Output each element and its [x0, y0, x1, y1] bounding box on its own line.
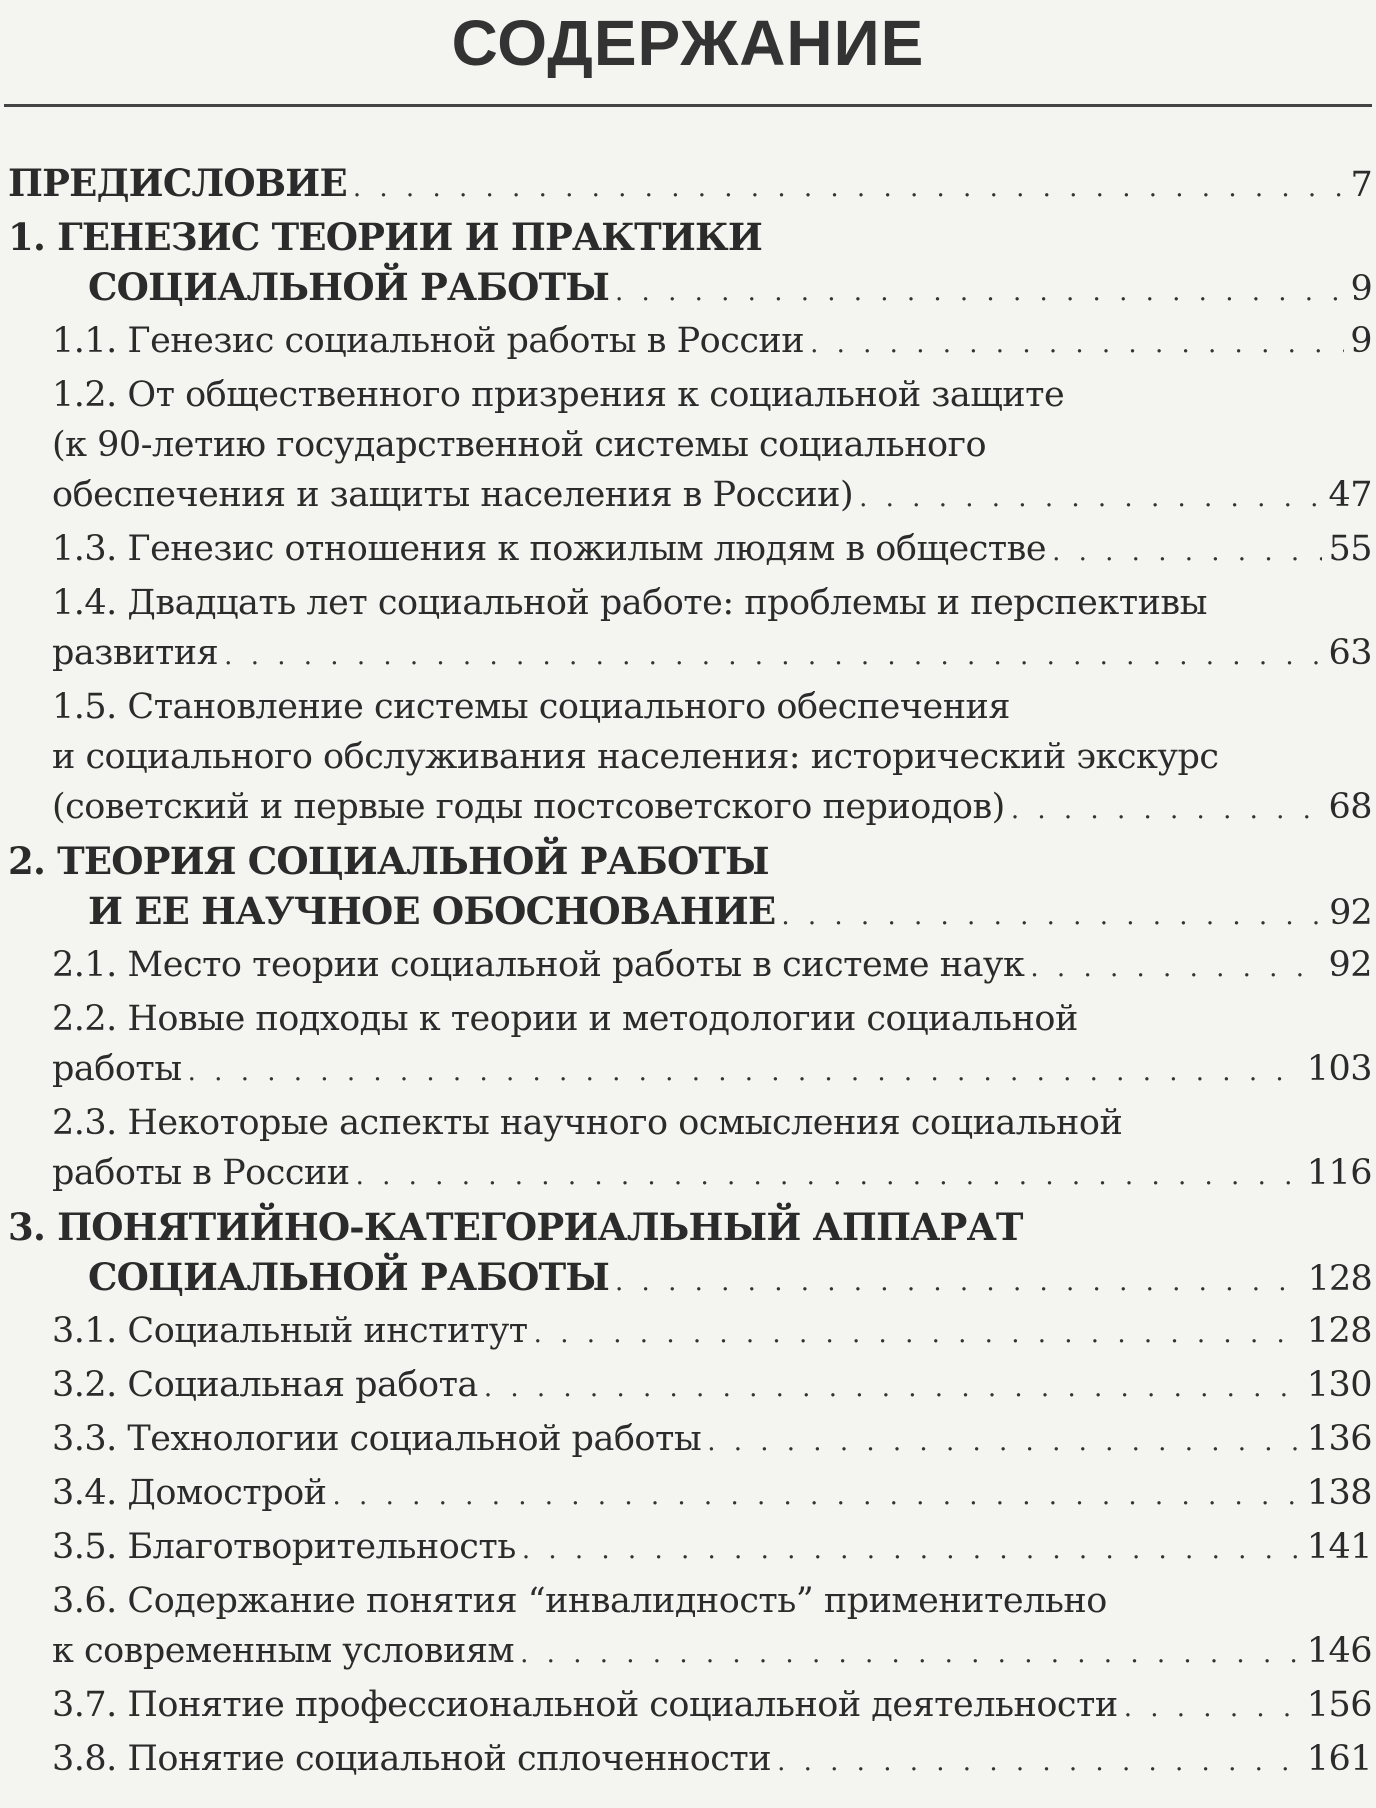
- toc-chapter-entry: [0, 836, 1372, 936]
- toc-entry-text: развития: [52, 633, 219, 673]
- toc-entry-text: 1.3. Генезис отношения к пожилым людям в обществе: [52, 529, 1047, 569]
- dot-leader: [534, 1309, 1301, 1359]
- toc-section-entry: [0, 1306, 1372, 1356]
- toc-entry-text: 3.5. Благотворительность: [52, 1527, 516, 1567]
- toc-page-number: 47: [1328, 475, 1372, 515]
- dot-leader: [1011, 785, 1323, 835]
- toc-page-number: 136: [1306, 1419, 1372, 1459]
- toc-section-entry: [0, 1576, 1372, 1676]
- toc-section-entry: [0, 1734, 1372, 1784]
- dot-leader: [777, 1737, 1301, 1787]
- toc-entry-text: 3.2. Социальная работа: [52, 1365, 478, 1405]
- toc-page-number: 92: [1328, 945, 1372, 985]
- toc-entry-text: и социального обслуживания населения: исторический экскурс: [52, 737, 1219, 777]
- toc-section-entry: [0, 1414, 1372, 1464]
- toc-entry-text: И ЕЕ НАУЧНОЕ ОБОСНОВАНИЕ: [88, 889, 776, 933]
- dot-leader: [188, 1047, 1301, 1097]
- toc-entry-text: 2.2. Новые подходы к теории и методологии социальной: [52, 999, 1078, 1039]
- toc-chapter-entry: [0, 1202, 1372, 1302]
- toc-page-number: 128: [1306, 1311, 1372, 1351]
- toc-page-number: 68: [1328, 787, 1372, 827]
- toc-entry-text: 2. ТЕОРИЯ СОЦИАЛЬНОЙ РАБОТЫ: [8, 839, 769, 883]
- toc-entry-text: 1.5. Становление системы социального обеспечения: [52, 687, 1010, 727]
- toc-page-number: 9: [1350, 321, 1372, 361]
- toc-page-number: 103: [1306, 1049, 1372, 1089]
- toc-section-entry: [0, 1360, 1372, 1410]
- toc-section-entry: [0, 316, 1372, 366]
- toc-entry-text: 2.3. Некоторые аспекты научного осмысления социальной: [52, 1103, 1123, 1143]
- toc-entry-text: СОЦИАЛЬНОЙ РАБОТЫ: [88, 1255, 610, 1299]
- toc-page-number: 7: [1350, 165, 1372, 205]
- toc-page-number: 146: [1306, 1631, 1372, 1671]
- dot-leader: [781, 891, 1323, 941]
- toc-chapter-entry: [0, 212, 1372, 312]
- dot-leader: [1030, 943, 1322, 993]
- dot-leader: [484, 1363, 1301, 1413]
- toc-page-number: 92: [1329, 893, 1372, 933]
- dot-leader: [353, 163, 1345, 213]
- toc-entry-text: 3.8. Понятие социальной сплоченности: [52, 1739, 772, 1779]
- toc-entry-text: работы: [52, 1049, 182, 1089]
- toc-entry-text: работы в России: [52, 1153, 350, 1193]
- dot-leader: [224, 631, 1322, 681]
- dot-leader: [333, 1471, 1301, 1521]
- toc-entry-text: (советский и первые годы постсоветского периодов): [52, 787, 1005, 827]
- dot-leader: [356, 1151, 1301, 1201]
- toc-page-number: 9: [1350, 269, 1372, 309]
- toc-page-number: 128: [1307, 1259, 1372, 1299]
- toc-page-number: 130: [1306, 1365, 1372, 1405]
- toc-entry-text: (к 90-летию государственной системы социального: [52, 425, 987, 465]
- title-divider: [4, 104, 1372, 107]
- toc-page-number: 156: [1306, 1685, 1372, 1725]
- toc-section-entry: [0, 578, 1372, 678]
- dot-leader: [615, 1257, 1302, 1307]
- toc-section-entry: [0, 1468, 1372, 1518]
- toc-page-number: 138: [1306, 1473, 1372, 1513]
- toc-entry-text: 3.1. Социальный институт: [52, 1311, 528, 1351]
- toc-entry-text: 1. ГЕНЕЗИС ТЕОРИИ И ПРАКТИКИ: [8, 215, 763, 259]
- toc-entry-text: СОЦИАЛЬНОЙ РАБОТЫ: [88, 265, 610, 309]
- dot-leader: [859, 473, 1322, 523]
- toc-section-entry: [0, 524, 1372, 574]
- dot-leader: [707, 1417, 1301, 1467]
- toc-entry-text: обеспечения и защиты населения в России): [52, 475, 854, 515]
- toc-entry-text: 1.2. От общественного призрения к социальной защите: [52, 375, 1065, 415]
- table-of-contents: [0, 158, 1372, 1788]
- toc-entry-text: 2.1. Место теории социальной работы в системе наук: [52, 945, 1025, 985]
- toc-entry-text: 3.3. Технологии социальной работы: [52, 1419, 702, 1459]
- toc-entry-text: 3.6. Содержание понятия “инвалидность” применительно: [52, 1581, 1107, 1621]
- toc-page-number: 55: [1328, 529, 1372, 569]
- toc-entry-text: к современным условиям: [52, 1631, 515, 1671]
- toc-section-entry: [0, 682, 1372, 832]
- page-title: СОДЕРЖАНИЕ: [451, 7, 925, 79]
- toc-section-entry: [0, 994, 1372, 1094]
- dot-leader: [520, 1629, 1301, 1679]
- toc-page-number: 116: [1306, 1153, 1372, 1193]
- toc-page-number: 161: [1306, 1739, 1372, 1779]
- toc-chapter-entry: [0, 158, 1372, 208]
- toc-entry-text: 1.1. Генезис социальной работы в России: [52, 321, 805, 361]
- dot-leader: [810, 319, 1344, 369]
- toc-page-number: 63: [1328, 633, 1372, 673]
- toc-entry-text: 3.4. Домострой: [52, 1473, 327, 1513]
- toc-entry-text: ПРЕДИСЛОВИЕ: [8, 161, 347, 205]
- dot-leader: [1052, 527, 1322, 577]
- dot-leader: [1124, 1683, 1301, 1733]
- toc-entry-text: 3. ПОНЯТИЙНО-КАТЕГОРИАЛЬНЫЙ АППАРАТ: [8, 1205, 1023, 1249]
- toc-section-entry: [0, 1522, 1372, 1572]
- dot-leader: [615, 267, 1345, 317]
- dot-leader: [522, 1525, 1301, 1575]
- toc-page-number: 141: [1306, 1527, 1372, 1567]
- toc-section-entry: [0, 370, 1372, 520]
- toc-section-entry: [0, 940, 1372, 990]
- toc-section-entry: [0, 1098, 1372, 1198]
- toc-entry-text: 1.4. Двадцать лет социальной работе: проблемы и перспективы: [52, 583, 1207, 623]
- toc-section-entry: [0, 1680, 1372, 1730]
- toc-entry-text: 3.7. Понятие профессиональной социальной деятельности: [52, 1685, 1118, 1725]
